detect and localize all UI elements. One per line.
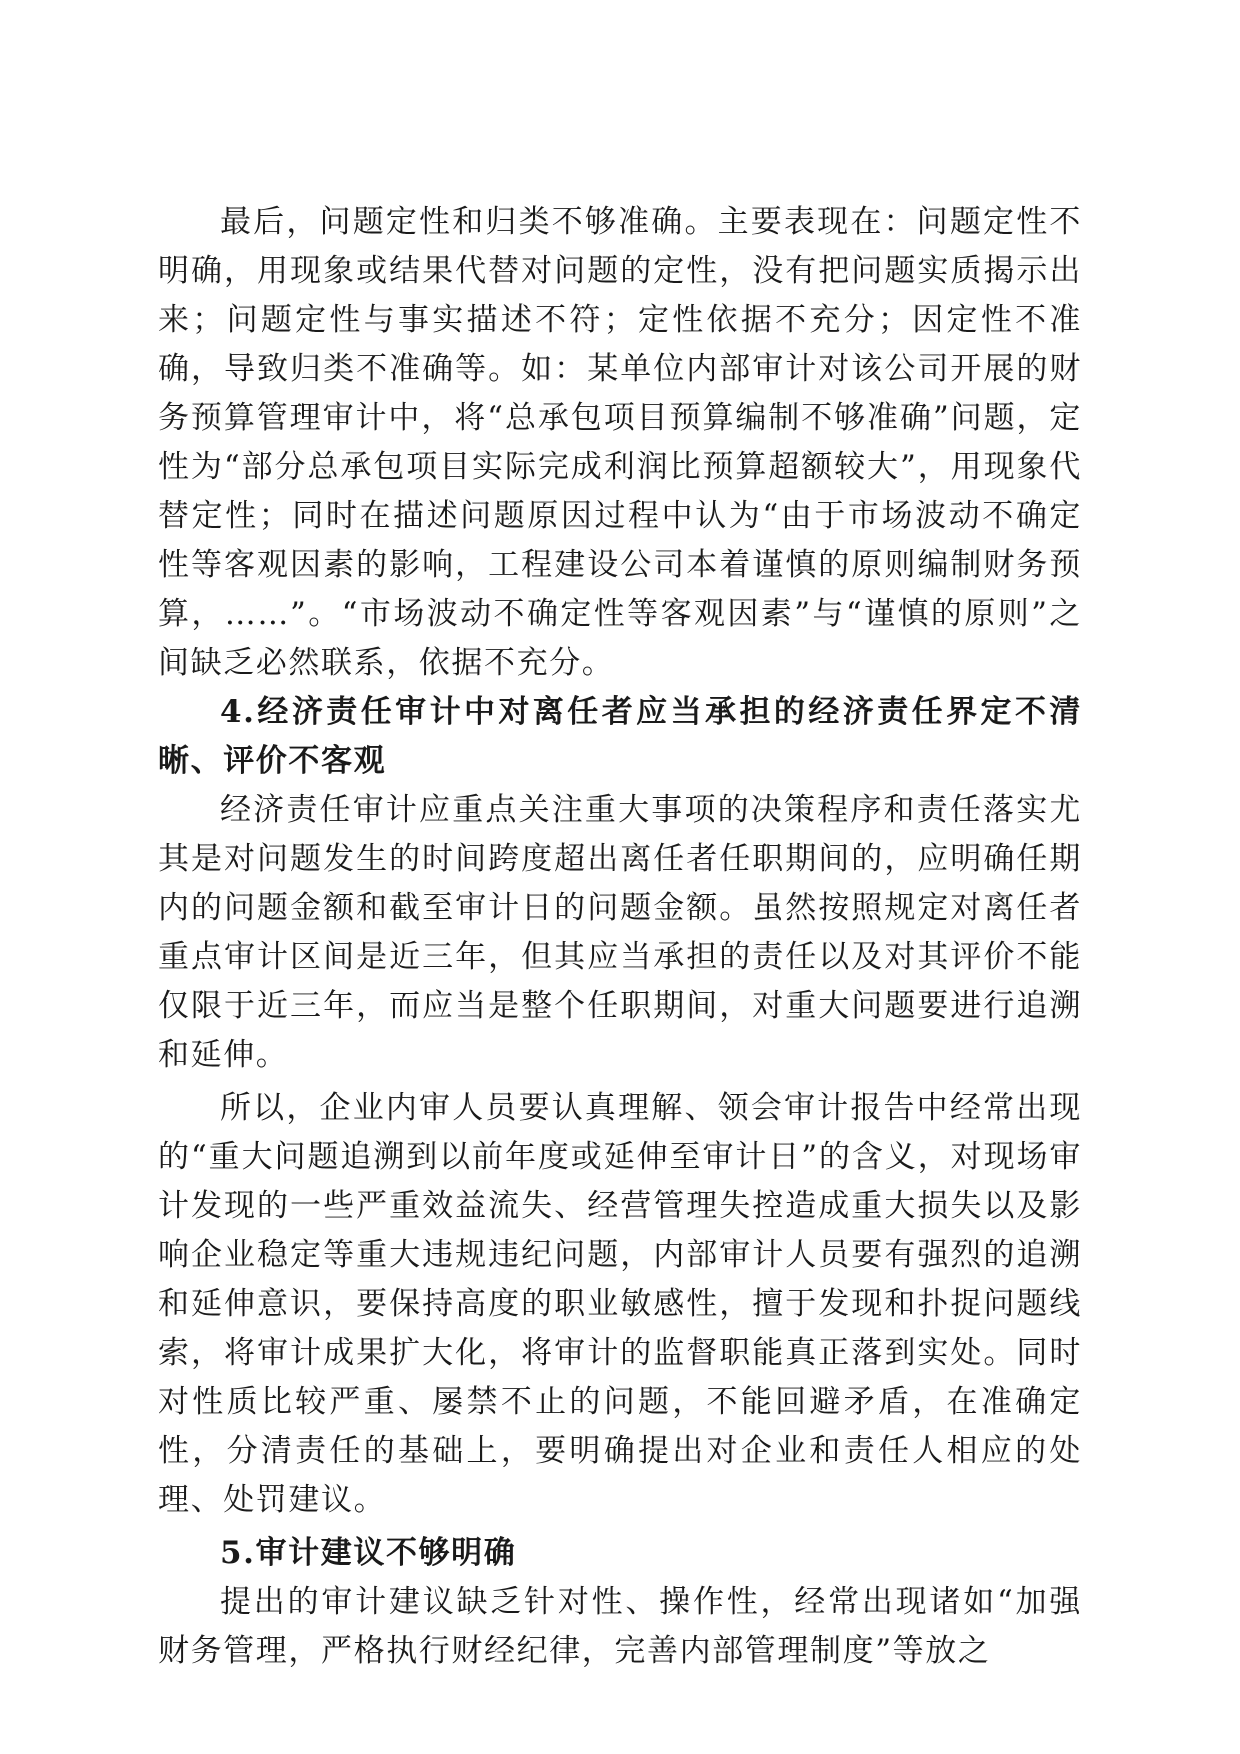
paragraph-internal-auditors: 所以，企业内审人员要认真理解、领会审计报告中经常出现的“重大问题追溯到以前年度或延伸至审计日”的含义，对现场审计发现的一些严重效益流失、经营管理失控造成重大损失以及影响企业稳定等重大违规违纪问题，内部审计人员要有强烈的追溯和延伸意识，要保持高度的职业敏感性，擅于发现和扑捉问题线索，将审计成果扩大化，将审计的监督职能真正落到实处。同时对性质比较严重、屡禁不止的问题，不能回避矛盾，在准确定性，分清责任的基础上，要明确提出对企业和责任人相应的处理、处罚建议。 bbox=[158, 1090, 1082, 1518]
paragraph-problem-qualification: 最后，问题定性和归类不够准确。主要表现在：问题定性不明确，用现象或结果代替对问题的定性，没有把问题实质揭示出来；问题定性与事实描述不符；定性依据不充分；因定性不准确，导致归类不准确等。如：某单位内部审计对该公司开展的财务预算管理审计中，将“总承包项目预算编制不够准确”问题，定性为“部分总承包项目实际完成利润比预算超额较大”，用现象代替定性；同时在描述问题原因过程中认为“由于市场波动不确定性等客观因素的影响，工程建设公司本着谨慎的原则编制财务预算，……”。“市场波动不确定性等客观因素”与“谨慎的原则”之间缺乏必然联系，依据不充分。 bbox=[158, 204, 1082, 681]
paragraph-economic-responsibility: 经济责任审计应重点关注重大事项的决策程序和责任落实尤其是对问题发生的时间跨度超出离任者任职期间的，应明确任期内的问题金额和截至审计日的问题金额。虽然按照规定对离任者重点审计区间是近三年，但其应当承担的责任以及对其评价不能仅限于近三年，而应当是整个任职期间，对重大问题要进行追溯和延伸。 bbox=[158, 792, 1082, 1073]
paragraph-audit-suggestions: 提出的审计建议缺乏针对性、操作性，经常出现诸如“加强财务管理，严格执行财经纪律，完善内部管理制度”等放之 bbox=[158, 1584, 1082, 1669]
document-body bbox=[158, 198, 1082, 1676]
section-heading-4: 4.经济责任审计中对离任者应当承担的经济责任界定不清晰、评价不客观 bbox=[158, 694, 1082, 779]
section-heading-5: 5.审计建议不够明确 bbox=[220, 1535, 517, 1571]
